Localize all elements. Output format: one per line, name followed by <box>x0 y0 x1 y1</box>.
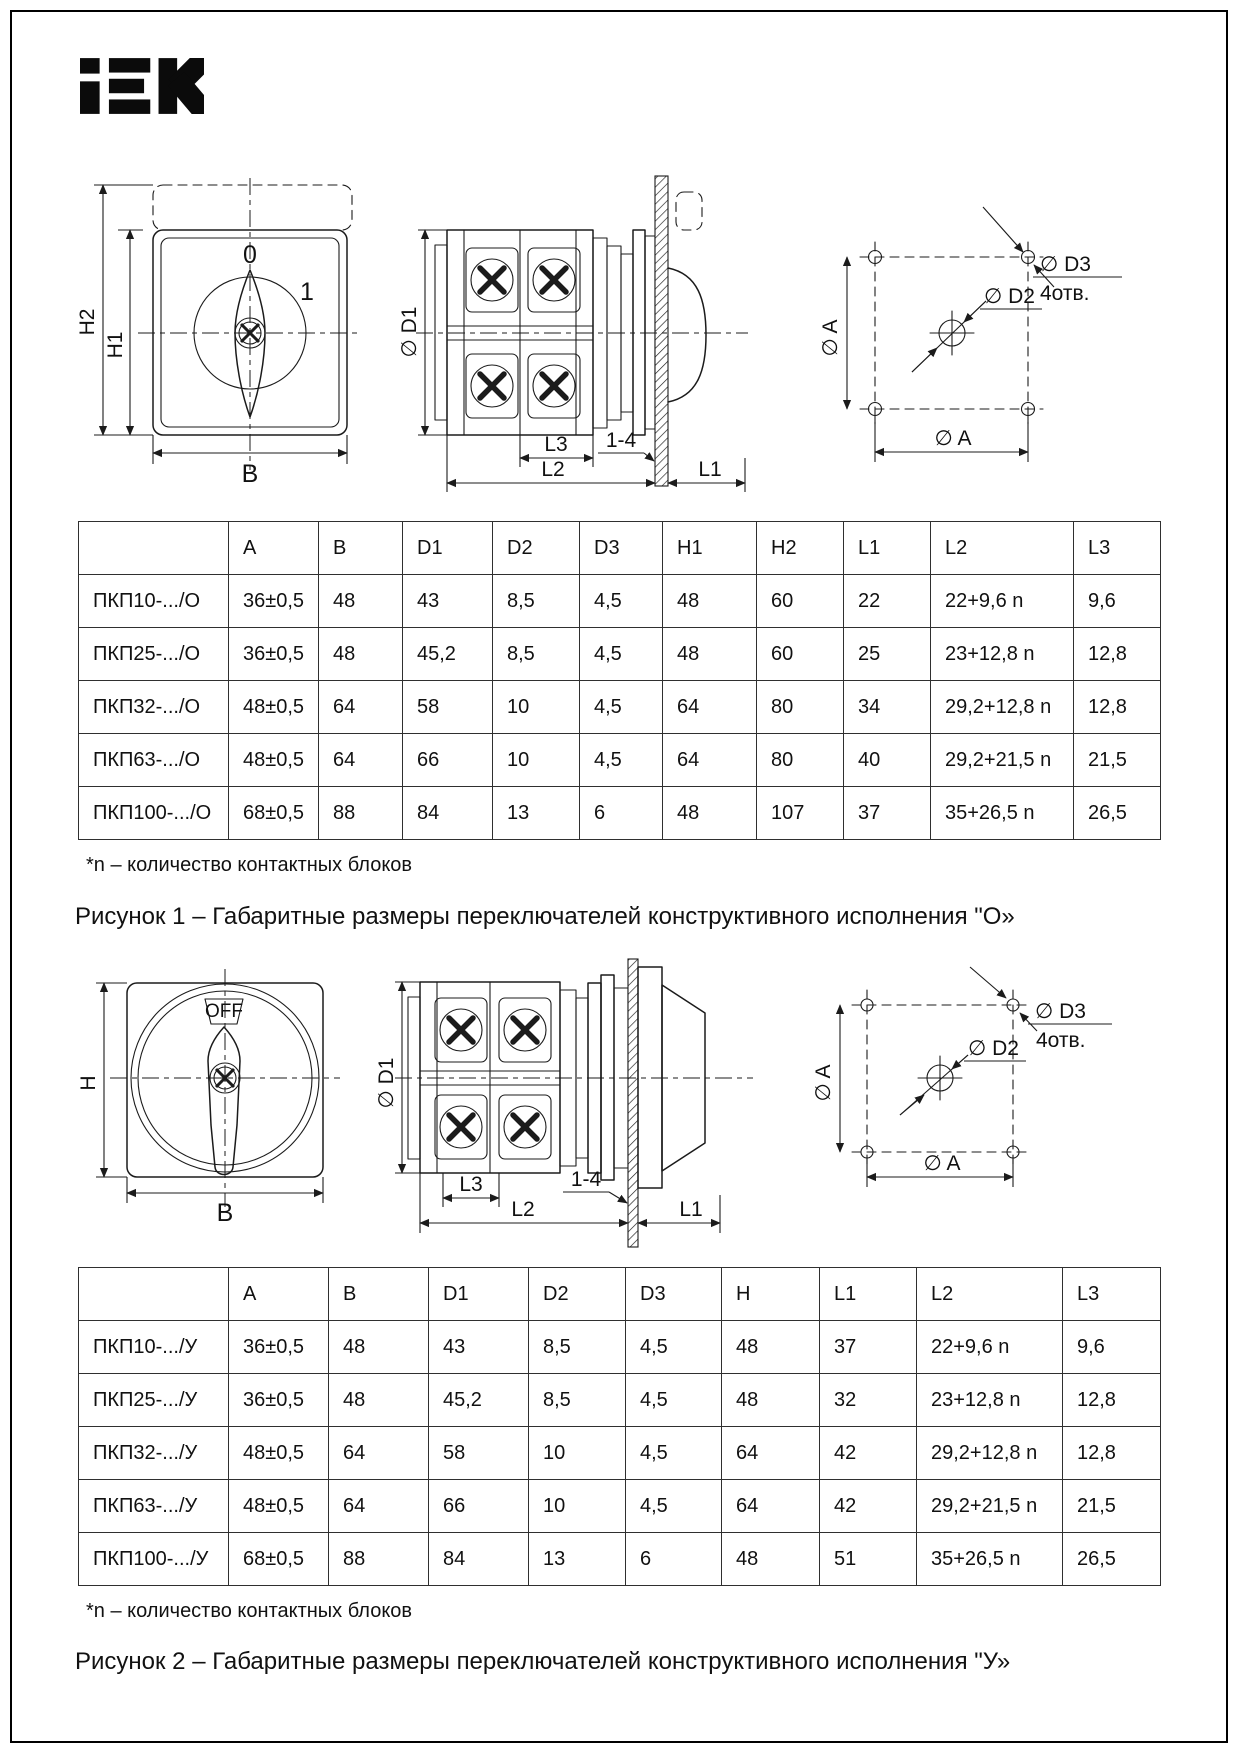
value-cell: 12,8 <box>1063 1374 1161 1427</box>
column-header-B: B <box>329 1268 429 1321</box>
iek-logo <box>80 58 204 114</box>
value-cell: 64 <box>319 734 403 787</box>
value-cell: 48±0,5 <box>229 1480 329 1533</box>
d2-arrow <box>952 1055 968 1069</box>
value-cell: 107 <box>757 787 844 840</box>
dim-label-l2: L2 <box>541 458 565 481</box>
d3-arrow <box>970 967 1006 998</box>
figure1-front-view-drawing <box>60 170 390 505</box>
terminal-screw <box>466 248 518 312</box>
value-cell: 45,2 <box>403 628 493 681</box>
value-cell: 26,5 <box>1063 1533 1161 1586</box>
value-cell: 4,5 <box>580 734 663 787</box>
panel-wall-hatched <box>655 176 668 486</box>
value-cell: 23+12,8 n <box>931 628 1074 681</box>
dimensions-table-U <box>78 1267 1161 1586</box>
knob-dome-profile <box>668 268 706 402</box>
row-header: ПКП10-.../О <box>79 575 229 628</box>
value-cell: 48 <box>329 1374 429 1427</box>
value-cell: 4,5 <box>626 1480 722 1533</box>
column-header-H2: H2 <box>757 522 844 575</box>
value-cell: 10 <box>529 1427 626 1480</box>
value-cell: 64 <box>329 1480 429 1533</box>
table-row <box>79 681 1161 734</box>
value-cell: 26,5 <box>1074 787 1161 840</box>
value-cell: 84 <box>429 1533 529 1586</box>
value-cell: 22+9,6 n <box>917 1321 1063 1374</box>
value-cell: 36±0,5 <box>229 575 319 628</box>
value-cell: 48 <box>722 1533 820 1586</box>
handle-blade <box>208 1027 240 1175</box>
value-cell: 6 <box>626 1533 722 1586</box>
value-cell: 4,5 <box>580 681 663 734</box>
value-cell: 35+26,5 n <box>931 787 1074 840</box>
value-cell: 48 <box>663 787 757 840</box>
table-row <box>79 628 1161 681</box>
row-header: ПКП25-.../У <box>79 1374 229 1427</box>
value-cell: 32 <box>820 1374 917 1427</box>
leader-arrow <box>644 453 654 461</box>
value-cell: 8,5 <box>529 1374 626 1427</box>
dim-label-d2: ∅ D2 <box>968 1037 1019 1060</box>
column-header-D3: D3 <box>580 522 663 575</box>
value-cell: 36±0,5 <box>229 1374 329 1427</box>
dim-label-b: B <box>216 1199 234 1227</box>
holes-count-label: 4отв. <box>1040 282 1090 305</box>
value-cell: 48±0,5 <box>229 1427 329 1480</box>
leader-arrow <box>609 1192 627 1203</box>
table-row <box>79 1321 1161 1374</box>
value-cell: 13 <box>493 787 580 840</box>
terminal-screw <box>499 998 551 1062</box>
value-cell: 43 <box>429 1321 529 1374</box>
table-row <box>79 1427 1161 1480</box>
value-cell: 80 <box>757 734 844 787</box>
dim-label-h: H <box>77 1075 100 1091</box>
figure1-drilling-plan-drawing <box>740 170 1195 510</box>
value-cell: 88 <box>319 787 403 840</box>
value-cell: 40 <box>844 734 931 787</box>
off-label: OFF <box>205 1001 243 1022</box>
value-cell: 48±0,5 <box>229 681 319 734</box>
table-row <box>79 1533 1161 1586</box>
value-cell: 4,5 <box>580 575 663 628</box>
logo-i-stem <box>80 81 100 114</box>
value-cell: 35+26,5 n <box>917 1533 1063 1586</box>
value-cell: 48 <box>663 628 757 681</box>
value-cell: 10 <box>493 681 580 734</box>
value-cell: 58 <box>429 1427 529 1480</box>
dim-label-a-vertical: ∅ A <box>819 319 842 357</box>
position-label-1: 1 <box>300 278 314 306</box>
row-header: ПКП10-.../У <box>79 1321 229 1374</box>
value-cell: 48 <box>722 1374 820 1427</box>
terminal-screw <box>499 1095 551 1159</box>
column-header-D2: D2 <box>493 522 580 575</box>
d3-arrow <box>983 207 1023 252</box>
column-header-L3: L3 <box>1074 522 1161 575</box>
value-cell: 10 <box>493 734 580 787</box>
figure2-caption: Рисунок 2 – Габаритные размеры переключателей конструктивного исполнения "У» <box>75 1648 1011 1675</box>
table-row <box>79 734 1161 787</box>
value-cell: 45,2 <box>429 1374 529 1427</box>
value-cell: 21,5 <box>1074 734 1161 787</box>
value-cell: 12,8 <box>1074 628 1161 681</box>
dim-label-l3: L3 <box>544 433 568 456</box>
column-header-A: A <box>229 1268 329 1321</box>
value-cell: 64 <box>663 681 757 734</box>
value-cell: 48 <box>663 575 757 628</box>
column-header-L3: L3 <box>1063 1268 1161 1321</box>
value-cell: 9,6 <box>1074 575 1161 628</box>
dim-label-d3: ∅ D3 <box>1035 1000 1086 1023</box>
value-cell: 29,2+12,8 n <box>931 681 1074 734</box>
dim-label-d1: ∅ D1 <box>398 306 421 358</box>
figure2-drilling-plan-drawing <box>740 955 1195 1245</box>
value-cell: 25 <box>844 628 931 681</box>
table-row <box>79 1374 1161 1427</box>
row-header: ПКП100-.../У <box>79 1533 229 1586</box>
value-cell: 4,5 <box>626 1427 722 1480</box>
value-cell: 48 <box>319 575 403 628</box>
dim-label-l1: L1 <box>698 458 722 481</box>
value-cell: 8,5 <box>529 1321 626 1374</box>
value-cell: 84 <box>403 787 493 840</box>
column-header-H1: H1 <box>663 522 757 575</box>
value-cell: 66 <box>429 1480 529 1533</box>
dim-label-panel-range: 1-4 <box>605 429 637 452</box>
mounting-plate-dashed-outline <box>153 185 352 230</box>
column-header-L2: L2 <box>917 1268 1063 1321</box>
dim-label-h2: H2 <box>76 308 99 336</box>
value-cell: 60 <box>757 575 844 628</box>
value-cell: 48 <box>722 1321 820 1374</box>
dim-label-b: B <box>241 460 259 488</box>
value-cell: 13 <box>529 1533 626 1586</box>
footnote: *n – количество контактных блоков <box>86 1600 413 1622</box>
table-row <box>79 1480 1161 1533</box>
row-header: ПКП63-.../У <box>79 1480 229 1533</box>
column-header-L1: L1 <box>820 1268 917 1321</box>
column-header-A: A <box>229 522 319 575</box>
value-cell: 68±0,5 <box>229 1533 329 1586</box>
logo-e-bottom <box>109 99 150 113</box>
column-header-blank <box>79 1268 229 1321</box>
value-cell: 37 <box>820 1321 917 1374</box>
plate-dashed-edge <box>676 192 702 230</box>
dim-label-d1: ∅ D1 <box>375 1057 398 1109</box>
table-row <box>79 787 1161 840</box>
value-cell: 88 <box>329 1533 429 1586</box>
figure2-front-view-drawing <box>60 955 390 1245</box>
figure2-side-view-drawing <box>353 955 763 1255</box>
value-cell: 8,5 <box>493 575 580 628</box>
value-cell: 37 <box>844 787 931 840</box>
value-cell: 22+9,6 n <box>931 575 1074 628</box>
value-cell: 9,6 <box>1063 1321 1161 1374</box>
table-header-row <box>79 522 1161 575</box>
value-cell: 58 <box>403 681 493 734</box>
value-cell: 29,2+21,5 n <box>917 1480 1063 1533</box>
terminal-screw <box>528 354 580 418</box>
dim-label-d3: ∅ D3 <box>1040 253 1091 276</box>
value-cell: 48±0,5 <box>229 734 319 787</box>
figure1-caption: Рисунок 1 – Габаритные размеры переключателей конструктивного исполнения "О» <box>75 903 1015 930</box>
value-cell: 64 <box>329 1427 429 1480</box>
value-cell: 29,2+12,8 n <box>917 1427 1063 1480</box>
dim-label-l1: L1 <box>679 1198 703 1221</box>
value-cell: 42 <box>820 1427 917 1480</box>
footnote: *n – количество контактных блоков <box>86 854 413 876</box>
column-header-B: B <box>319 522 403 575</box>
value-cell: 34 <box>844 681 931 734</box>
value-cell: 60 <box>757 628 844 681</box>
dim-label-a-horizontal: ∅ A <box>934 427 972 450</box>
value-cell: 22 <box>844 575 931 628</box>
column-header-H: H <box>722 1268 820 1321</box>
value-cell: 48 <box>329 1321 429 1374</box>
value-cell: 43 <box>403 575 493 628</box>
position-label-0: 0 <box>243 241 257 269</box>
value-cell: 4,5 <box>580 628 663 681</box>
column-header-blank <box>79 522 229 575</box>
dim-label-d2: ∅ D2 <box>984 285 1035 308</box>
value-cell: 64 <box>319 681 403 734</box>
dim-label-a-horizontal: ∅ A <box>923 1152 961 1175</box>
logo-e-top <box>109 58 150 72</box>
dim-label-panel-range: 1-4 <box>570 1168 602 1191</box>
row-header: ПКП63-.../О <box>79 734 229 787</box>
column-header-L1: L1 <box>844 522 931 575</box>
value-cell: 64 <box>722 1427 820 1480</box>
logo-e-mid <box>109 79 144 93</box>
value-cell: 29,2+21,5 n <box>931 734 1074 787</box>
value-cell: 12,8 <box>1063 1427 1161 1480</box>
value-cell: 66 <box>403 734 493 787</box>
value-cell: 36±0,5 <box>229 1321 329 1374</box>
value-cell: 68±0,5 <box>229 787 319 840</box>
value-cell: 48 <box>319 628 403 681</box>
value-cell: 8,5 <box>493 628 580 681</box>
d2-arrow <box>900 1095 924 1115</box>
row-header: ПКП100-.../О <box>79 787 229 840</box>
d2-arrow <box>912 348 937 372</box>
panel-wall-hatched <box>628 959 638 1247</box>
terminal-screw <box>528 248 580 312</box>
logo-k-lower-arm <box>176 79 204 114</box>
table-row <box>79 575 1161 628</box>
value-cell: 10 <box>529 1480 626 1533</box>
d2-arrow <box>964 301 986 322</box>
value-cell: 21,5 <box>1063 1480 1161 1533</box>
row-header: ПКП32-.../О <box>79 681 229 734</box>
value-cell: 4,5 <box>626 1321 722 1374</box>
row-header: ПКП32-.../У <box>79 1427 229 1480</box>
terminal-screw <box>435 1095 487 1159</box>
value-cell: 42 <box>820 1480 917 1533</box>
column-header-D2: D2 <box>529 1268 626 1321</box>
column-header-D1: D1 <box>403 522 493 575</box>
value-cell: 64 <box>663 734 757 787</box>
value-cell: 80 <box>757 681 844 734</box>
value-cell: 23+12,8 n <box>917 1374 1063 1427</box>
value-cell: 64 <box>722 1480 820 1533</box>
column-header-L2: L2 <box>931 522 1074 575</box>
column-header-D3: D3 <box>626 1268 722 1321</box>
value-cell: 51 <box>820 1533 917 1586</box>
dim-label-l2: L2 <box>511 1198 535 1221</box>
holes-count-label: 4отв. <box>1036 1029 1086 1052</box>
row-header: ПКП25-.../О <box>79 628 229 681</box>
value-cell: 6 <box>580 787 663 840</box>
value-cell: 12,8 <box>1074 681 1161 734</box>
value-cell: 36±0,5 <box>229 628 319 681</box>
column-header-D1: D1 <box>429 1268 529 1321</box>
value-cell: 4,5 <box>626 1374 722 1427</box>
dim-label-l3: L3 <box>459 1173 483 1196</box>
dimensions-table-O <box>78 521 1161 840</box>
logo-i-dot <box>80 58 100 74</box>
dim-label-h1: H1 <box>104 331 127 359</box>
dim-label-a-vertical: ∅ A <box>812 1064 835 1102</box>
figure1-side-view-drawing <box>358 170 758 510</box>
terminal-screw <box>466 354 518 418</box>
table-header-row <box>79 1268 1161 1321</box>
terminal-screw <box>435 998 487 1062</box>
